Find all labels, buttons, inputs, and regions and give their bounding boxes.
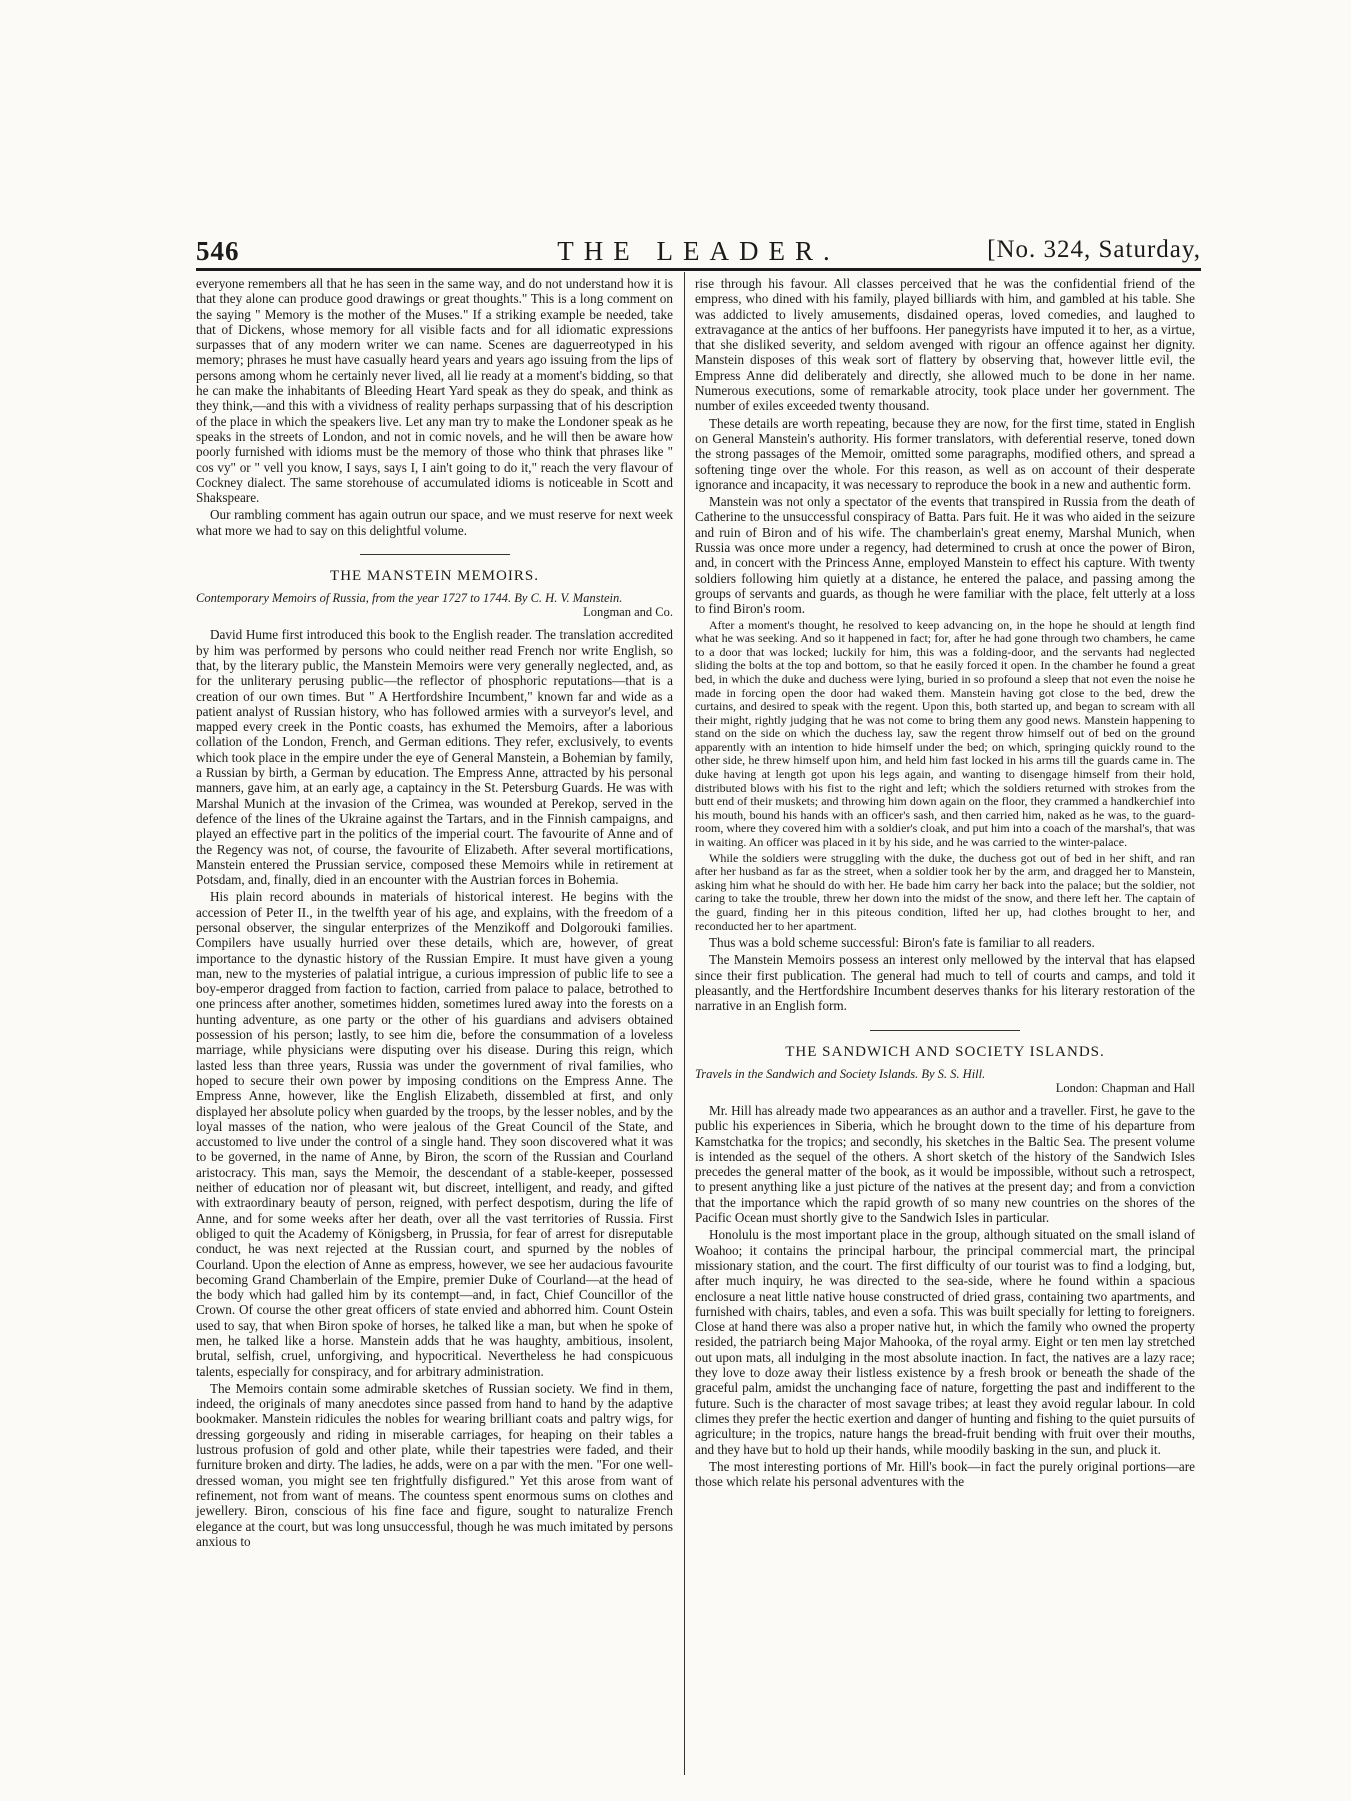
header-rule — [196, 268, 1201, 271]
sandwich-publisher: London: Chapman and Hall — [1055, 1080, 1195, 1095]
manstein-paragraph: The Memoirs contain some admirable sketches of Russian society. We find in them, indeed, the originals of many anecdotes since passed from hand to hand by the adaptive bookmaker. Manstein ridicules the nobles for wearing brilliant coats and paltry wigs, for dressing gorgeously and riding in miserable carriages, for heaping on their tables a lustrous profusion of gold and other plate, while their tapestries were faded, and their furniture broken and dirty. The ladies, he adds, were on a par with the men. "For one well-dressed woman, you might see ten frightfully disfigured." Yet this arose from want of refinement, not from want of means. The countess spent enormous sums on clothes and jewellery. Biron, conscious of his fine face and figure, sought to naturalize French elegance at the court, but was long unsuccessful, though he was much imitated by persons anxious to — [196, 1380, 673, 1549]
page-number: 546 — [196, 236, 240, 266]
intro-paragraph: everyone remembers all that he has seen in the same way, and do not understand how it is that they alone can produce good drawings or great thoughts." This is a long comment on the saying " Memory is the mother of the Muses." If a striking example be needed, take that of Dickens, whose memory for all visible facts and for all idiomatic expressions surpasses that of any modern writer we can name. Scenes are daguerreotyped in his memory; phrases he must have casually heard years and years ago issuing from the lips of persons among whom he certainly never lived, all lie ready at a moment's bidding, so that he can make the inhabitants of Bleeding Heart Yard speak as they do speak, and think as they think,—and this with a vividness of reality perhaps surpassing that of his description of the place in which the speakers live. Let any man try to make the Londoner speak as he speaks in the streets of London, and not in comic novels, and he will then be aware how poorly furnished with idioms must be the memory of those who think that phrases like " cos vy" or " vell you know, I says, says I, I ain't going to do it," reach the very flavour of Cockney dialect. The same storehouse of accumulated idioms is noticeable in Scott and Shakspeare. — [196, 276, 673, 506]
sandwich-citation — [695, 1067, 1195, 1095]
manstein-paragraph: David Hume first introduced this book to the English reader. The translation accredited by him was performed by persons who could neither read French nor write English, so that, by the literary public, the Manstein Memoirs were very generally neglected, and, as for the unliterary perusing public—the reflector of phosphoric reputations—that is a creation of our own times. But " A Hertfordshire Incumbent," known far and wide as a patient analyst of Russian history, who has followed armies with a surveyor's level, and mapped every creek in the Pontic coasts, has exhumed the Memoirs, after a laborious collation of the London, French, and German editions. They refer, exclusively, to events which took place in the empire under the eye of General Manstein, a Bohemian by family, a Russian by birth, a German by education. The Empress Anne, attracted by his personal manners, gave him, at an early age, a captaincy in the St. Petersburg Guards. He was with Marshal Munich at the invasion of the Crimea, was wounded at Perekop, served in the defence of the lines of the Ukraine against the Tartars, and in the Finnish campaigns, and played an effective part in the politics of the imperial court. The favourite of Anne and of the Regency was not, of course, the favourite of Elizabeth. After several mortifications, Manstein entered the Prussian service, composed these Memoirs while in retirement at Potsdam, and, finally, died in an encounter with the Austrian forces in Bohemia. — [196, 627, 673, 888]
sandwich-paragraph: The most interesting portions of Mr. Hill's book—in fact the purely original portions—are those which relate his personal adventures with the — [695, 1458, 1195, 1490]
closing-note: Our rambling comment has again outrun our space, and we must reserve for next week what more we had to say on this delightful volume. — [196, 507, 673, 538]
extract-paragraph: While the soldiers were struggling with the duke, the duchess got out of bed in her shift, and ran after her husband as far as the street, when a soldier took her by the arm, and dragged her to Manstein, asking him what he should do with her. He bade him carry her back into the palace; but the soldier, not caring to take the trouble, threw her down into the midst of the snow, and there left her. The captain of the guard, finding her in this piteous condition, lifted her up, had clothes brought to her, and reconducted her to her apartment. — [695, 850, 1195, 933]
manstein-continued-paragraph: These details are worth repeating, because they are now, for the first time, stated in English on General Manstein's authority. His former translators, with deferential reserve, toned down the strong passages of the Memoir, omitted some paragraphs, modified others, and spread a softening tinge over the whole. For this reason, as well as on account of their desperate ignorance and incapacity, it was necessary to reproduce the book in a new and authentic form. — [695, 415, 1195, 492]
manstein-citation-text: Contemporary Memoirs of Russia, from the year 1727 to 1744. By C. H. V. Manstein. — [196, 591, 623, 606]
right-column — [695, 276, 1195, 1491]
manstein-publisher: Longman and Co. — [583, 605, 673, 620]
manstein-paragraph: His plain record abounds in materials of historical interest. He begins with the accession of Peter II., in the twelfth year of his age, and explains, with the freedom of a personal observer, the singular enterprizes of the Menzikoff and Dolgorouki families. Compilers have usually hurried over these details, which are, however, of great importance to the dynastic history of the Russian Empire. It must have given a young man, new to the mysteries of palatial intrigue, a curious impression of public life to see a boy-emperor dragged from faction to faction, carried from palace to palace, betrothed to one princess after another, sometimes hidden, sometimes lured away into the forests on a hunting adventure, as one party or the other of his guardians and advisers obtained possession of his person; lastly, to see him die, before the consummation of a loveless marriage, while physicians were disputing over his disease. During this reign, which lasted less than three years, Russia was under the government of rival families, who hoped to secure their own power by imposing conditions on the Empress Anne. The Empress Anne, however, like the English Elizabeth, dissembled at first, and only displayed her absolute policy when guarded by the troops, by the lesser nobles, and by the loyal masses of the nation, who were jealous of the Great Council of the State, and accustomed to live under the control of a single hand. They soon discovered what it was to be governed, in the name of Anne, by Biron, the scorn of the Russian and Courland aristocracy. This man, says the Memoir, the descendant of a stable-keeper, possessed neither of education nor of pleasant wit, but discreet, intelligent, and ready, and gifted with extraordinary beauty of person, reigned, with perfect despotism, during the life of Anne, and for some weeks after her death, over all the vast territories of Russia. First obliged to quit the Academy of Königsberg, in Prussia, for fear of arrest for disreputable conduct, he was next rejected at the Russian court, and spurned by the nobles of Courland. Upon the election of Anne as empress, however, we see her audacious favourite becoming Grand Chamberlain of the Empire, premier Duke of Courland—at the head of the body which had galled him by its contempt—and, in fact, Chief Councillor of the Crown. Of course the other great officers of state envied and abhorred him. Count Ostein used to say, that when Biron spoke of horses, he talked like a man, but when he spoke of men, he talked like a horse. Manstein adds that he was haughty, ambitious, insolent, brutal, selfish, cruel, unforgiving, and hypocritical. Nevertheless he had conspicuous talents, especially for conspiracy, and for arbitrary administration. — [196, 889, 673, 1379]
manstein-citation — [196, 591, 673, 619]
newspaper-title: THE LEADER. — [557, 236, 840, 266]
left-column — [196, 276, 673, 1551]
sandwich-citation-text: Travels in the Sandwich and Society Islands. By S. S. Hill. — [695, 1066, 986, 1081]
page-header — [196, 232, 1201, 266]
closing-paragraph: The Manstein Memoirs possess an interest only mellowed by the interval that has elapsed since their first publication. The general had much to tell of courts and camps, and told it pleasantly, and the Hertfordshire Incumbent deserves thanks for his literary restoration of the narrative in an English form. — [695, 952, 1195, 1014]
sandwich-heading: THE SANDWICH AND SOCIETY ISLANDS. — [785, 1043, 1105, 1060]
manstein-continued-paragraph: Manstein was not only a spectator of the events that transpired in Russia from the death of Catherine to the unsuccessful conspiracy of Batta. Pars fuit. He it was who aided in the seizure and ruin of Biron and of his wife. The chamberlain's great enemy, Marshal Munich, when Russia was once more under a regency, had determined to crush at once the power of Biron, and, in concert with the Princess Anne, employed Manstein to effect his capture. With twenty soldiers following him quietly at a distance, he entered the palace, and passing among the groups of servants and guards, as though he were familiar with the place, felt utterly at a loss to find Biron's room. — [695, 494, 1195, 617]
manstein-heading: THE MANSTEIN MEMOIRS. — [330, 568, 539, 585]
closing-paragraph: Thus was a bold scheme successful: Biron's fate is familiar to all readers. — [709, 935, 1095, 951]
manstein-continued-paragraph: rise through his favour. All classes perceived that he was the confidential friend of the empress, who dined with his family, played billiards with him, and gambled at his table. She was addicted to lively amusements, disdained operas, loved comedies, and laughed to extravagance at the antics of her buffoons. Her panegyrists have imputed it to her, as a virtue, that she disliked severity, and seldom avenged with rigour an offence against her dignity. Manstein disposes of this weak sort of flattery by observing that, however little evil, the Empress Anne did deliberately and directly, she allowed much to be done in her name. Numerous executions, some of remarkable atrocity, took place under her government. The number of exiles exceeded twenty thousand. — [695, 276, 1195, 414]
sandwich-paragraph: Mr. Hill has already made two appearances as an author and a traveller. First, he gave to the public his experiences in Siberia, which he brought down to the time of his departure from Kamstchatka for the tropics; and secondly, his sketches in the Baltic Sea. The present volume is intended as the sequel of the others. A short sketch of the history of the Sandwich Isles precedes the general matter of the book, as it would be impossible, without such a retrospect, to present anything like a just picture of the natives at the present day; and from a conviction that the importance which the rapid growth of so many new countries on the shores of the Pacific Ocean must shortly give to the Sandwich Isles in particular. — [695, 1102, 1195, 1226]
sandwich-paragraph: Honolulu is the most important place in the group, although situated on the small island of Woahoo; it contains the principal harbour, the principal commercial mart, the principal missionary station, and the court. The first difficulty of our tourist was to find a lodging, but, after much inquiry, he was directed to the sea-side, where he found within a spacious enclosure a neat little native house constructed of dried grass, containing two apartments, and furnished with chairs, tables, and even a sofa. This was built specially for letting to foreigners. Close at hand there was also a proper native hut, in which the family who owned the property resided, the patriarch being Major Mahooka, of the royal army. Eight or ten men lay stretched out upon mats, all indulging in the most absolute inaction. In fact, the natives are a lazy race; they love to doze away their listless existence by a fresh brook or beneath the shade of the graceful palm, amidst the unchanging face of nature, forgetting the past and indifferent to the future. Such is the character of most savage tribes; at least they avoid regular labour. In cold climes they prefer the hectic exertion and danger of hunting and fishing to the quiet pursuits of agriculture; in the tropics, nature hangs the bread-fruit bending with fruit over their mouths, and they have but to hold up their hands, while moodily basking in the sun, and pluck it. — [695, 1227, 1195, 1457]
column-divider — [684, 272, 685, 1775]
issue-label: [No. 324, Saturday, — [987, 236, 1201, 263]
extract-paragraph: After a moment's thought, he resolved to keep advancing on, in the hope he should at length find what he was seeking. And so it happened in fact; for, after he had gone through two chambers, he came to a door that was locked; luckily for him, this was a folding-door, and the servants had neglected sliding the bolts at the top and bottom, so that he easily forced it open. In the chamber he found a great bed, in which the duke and duchess were lying, buried in so profound a sleep that not even the noise he made in forcing open the door had waked them. Manstein having got close to the bed, drew the curtains, and desired to speak with the regent. Upon this, both started up, and began to scream with all their might, rightly judging that he was not come to bring them any good news. Manstein happening to stand on the side on which the duchess lay, saw the regent throw himself out of bed on the ground apparently with an intention to hide himself under the bed; on which, springing quickly round to the other side, he threw himself upon him, and held him fast locked in his arms till the guards came in. The duke having at length got upon his legs again, and wanting to disengage himself from their hold, distributed blows with his fist to the right and left; which the soldiers returned with strokes from the butt end of their muskets; and throwing him down again on the floor, they crammed a handkerchief into his mouth, bound his hands with an officer's sash, and then carried him, naked as he was, to the guard-room, where they covered him with a soldier's cloak, and put him into a coach of the marshal's, that was in waiting. An officer was placed in it by his side, and he was carried to the winter-palace. — [695, 617, 1195, 850]
section-separator — [870, 1030, 1020, 1031]
section-separator — [360, 554, 510, 555]
